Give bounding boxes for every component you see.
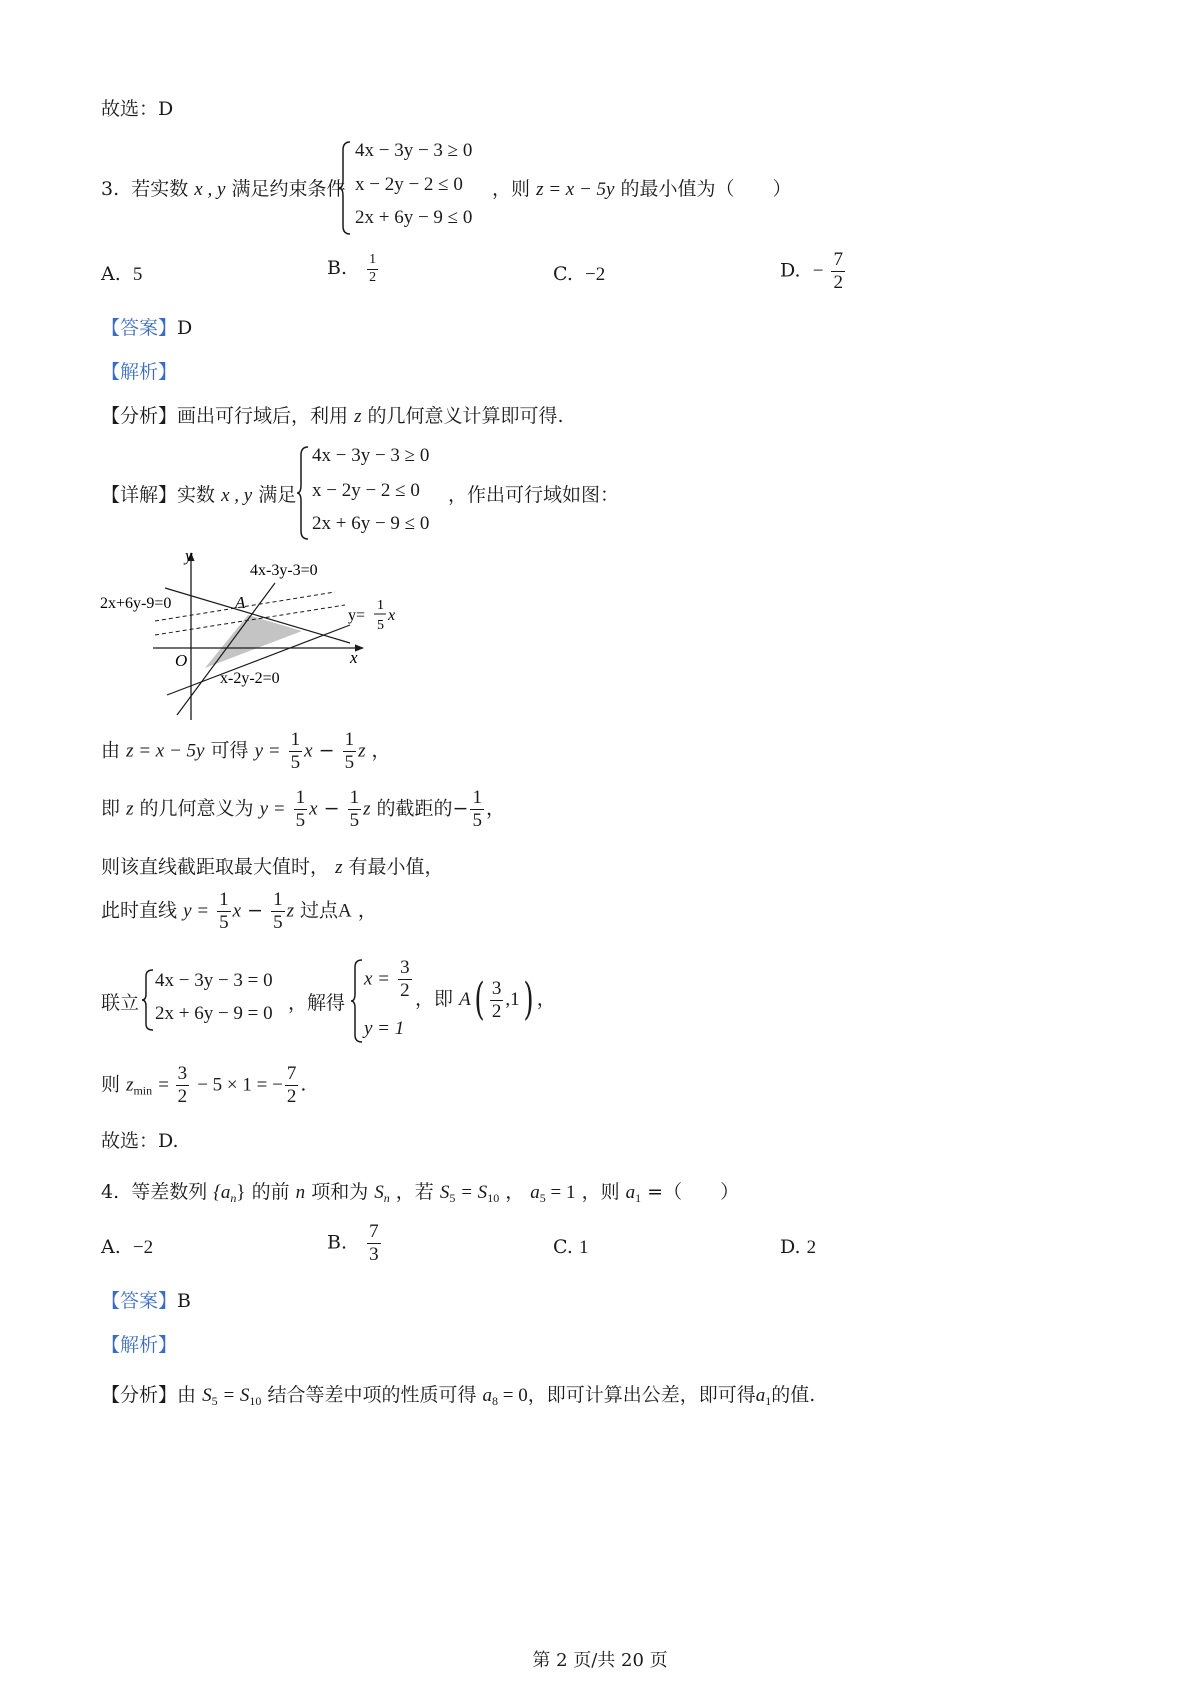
q3-step-2: 即 z 的几何意义为 y = $\frac{1}{5}$ x − $\frac{1}{5}$ z 的截距的− $\frac{1}{5}$ ， — [101, 787, 505, 831]
label-line2: 2x+6y-9=0 — [100, 595, 172, 612]
q3-detail-constraint-1: 4x − 3y − 3 ≥ 0 — [312, 445, 430, 466]
page-footer: 第 2 页/共 20 页 — [532, 1650, 668, 1671]
q3-detail-intro: 【详解】实数 x , y 满足 — [101, 484, 297, 506]
q3-stem-left: 3. 若实数 x , y 满足约束条件 — [101, 178, 346, 200]
q3-option-d: D. − $\frac{7}{2}$ — [780, 249, 843, 293]
q3-stem-right: ，则 z = x − 5y 的最小值为（ ） — [492, 178, 792, 200]
q3-step-3: 则该直线截距取最大值时， z 有最小值， — [101, 856, 444, 878]
q3-conclusion: 故选：D. — [101, 1130, 179, 1152]
q3-step-4: 此时直线 y = $\frac{1}{5}$ x − $\frac{1}{5}$ z 过点A ， — [101, 889, 377, 933]
q4-option-c: C. 1 — [553, 1236, 589, 1258]
q3-constraint-2: x − 2y − 2 ≤ 0 — [355, 174, 463, 195]
q3-step-6: 则 $z_{min}$ = $\frac{3}{2}$ − 5 × 1 = − $\frac{7}{2}$ . — [101, 1063, 307, 1107]
label-line3-prefix: y= — [348, 607, 366, 624]
q4-option-a: A. −2 — [101, 1236, 154, 1258]
q3-detail-brace — [296, 445, 310, 541]
q3-step5-brace — [141, 968, 155, 1032]
q3-constraint-brace — [338, 140, 352, 236]
q3-step-1: 由 z = x − 5y 可得 y = $\frac{1}{5}$ x − $\frac{1}{5}$ z ， — [101, 729, 391, 773]
q3-step5-point: ，即 A( $\frac{3}{2}$ ,1) ， — [415, 974, 556, 1025]
q4-option-d: D. 2 — [780, 1236, 817, 1258]
q3-answer: 【答案】D — [101, 317, 193, 339]
q3-option-c: C. −2 — [553, 263, 606, 285]
q4-answer: 【答案】B — [101, 1290, 191, 1312]
q3-detail-constraint-3: 2x + 6y − 9 ≤ 0 — [312, 513, 430, 534]
q3-step5-sol-y: y = 1 — [364, 1018, 405, 1039]
q3-detail-intro-end: ，作出可行域如图： — [448, 484, 620, 506]
label-line4: x-2y-2=0 — [220, 670, 280, 687]
q3-step5-solve: ，解得 — [288, 992, 346, 1014]
q3-detail-constraint-2: x − 2y − 2 ≤ 0 — [312, 480, 420, 501]
q3-step5-eq1: 4x − 3y − 3 = 0 — [155, 970, 273, 991]
feasible-region-figure — [95, 545, 415, 725]
label-point-a: A — [235, 593, 246, 612]
label-line3-den: 5 — [377, 618, 384, 633]
q3-option-a: A. 5 — [101, 263, 143, 285]
feasible-region — [205, 615, 302, 668]
q4-option-b: B. $\frac{7}{3}$ — [327, 1221, 379, 1265]
label-line3-num: 1 — [377, 598, 384, 613]
label-y: y — [185, 546, 193, 565]
q4-jiexi-tag: 【解析】 — [101, 1334, 178, 1356]
q3-constraint-1: 4x − 3y − 3 ≥ 0 — [355, 140, 473, 161]
q3-constraint-3: 2x + 6y − 9 ≤ 0 — [355, 207, 473, 228]
q4-stem: 4. 等差数列 $\{a_n\}$ 的前 n 项和为 $S_n$ ，若 $S_5 = S_{10}$ ， $a_5 = 1$ ，则 $a_1$ =（ ） — [101, 1181, 740, 1205]
label-origin: O — [175, 651, 188, 670]
q3-jiexi-tag: 【解析】 — [101, 361, 178, 383]
q3-step5-sol-x: x = $\frac{3}{2}$ — [364, 957, 410, 1001]
q3-step-5-label: 联立 — [101, 992, 140, 1014]
line-4x-3y-3 — [177, 583, 275, 715]
q3-step5-eq2: 2x + 6y − 9 = 0 — [155, 1003, 273, 1024]
q4-analysis: 【分析】由 $S_5 = S_{10}$ 结合等差中项的性质可得 $a_8 = 0$，即可计算出公差，即可得$a_1$的值. — [101, 1384, 816, 1408]
prev-conclusion: 故选：D — [101, 98, 174, 120]
label-x: x — [350, 648, 358, 667]
label-line1: 4x-3y-3=0 — [250, 562, 318, 579]
q3-step5-solution-brace — [350, 958, 364, 1044]
q3-analysis: 【分析】画出可行域后，利用 z 的几何意义计算即可得. — [101, 405, 564, 427]
label-line3-suffix: x — [388, 607, 396, 624]
q3-option-b: B. $\frac{1}{2}$ — [327, 252, 377, 285]
